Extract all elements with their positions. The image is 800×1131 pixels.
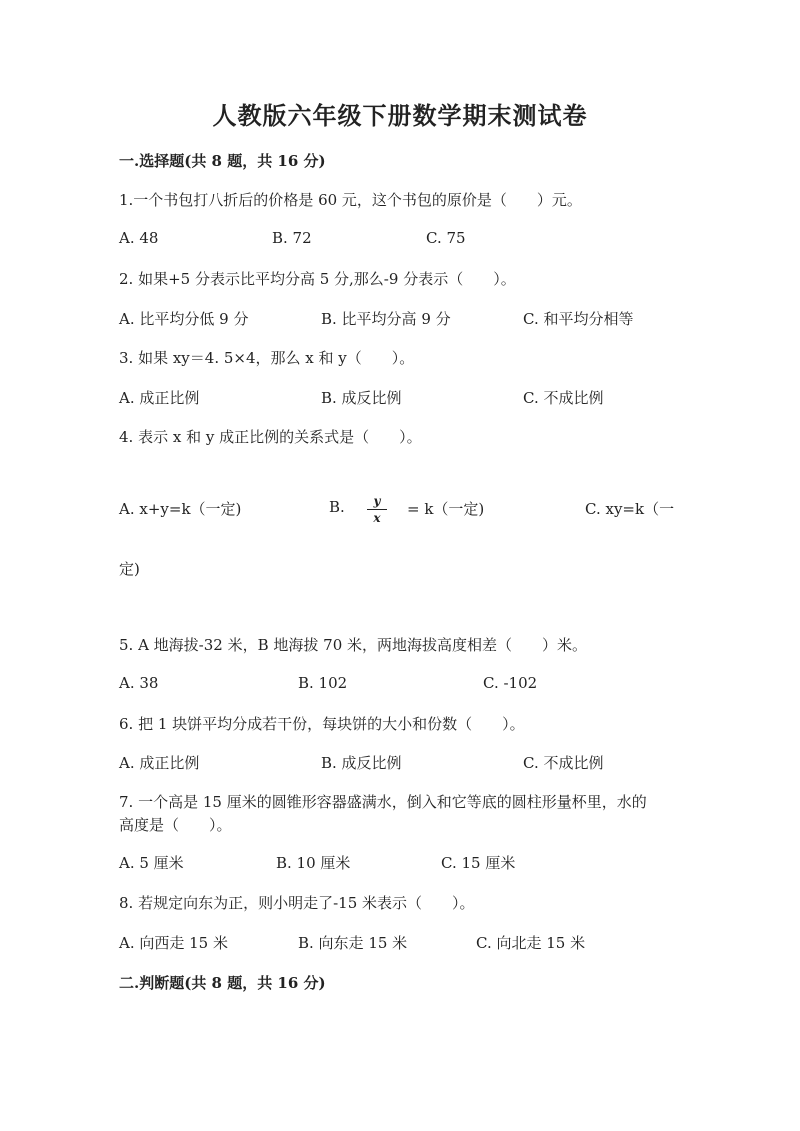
q4-option-c: C. xy=k（一 [585, 500, 675, 518]
q3-option-a: A. 成正比例 [119, 389, 200, 407]
q5-option-a: A. 38 [119, 674, 159, 692]
q3-option-b: B. 成反比例 [321, 389, 402, 407]
question-2: 2. 如果+5 分表示比平均分高 5 分,那么-9 分表示（ ）。 [119, 270, 516, 288]
fraction-denominator: x [373, 511, 381, 525]
question-3: 3. 如果 xy＝4. 5×4，那么 x 和 y（ ）。 [119, 349, 415, 367]
q2-option-a: A. 比平均分低 9 分 [119, 310, 249, 328]
q7-option-a: A. 5 厘米 [119, 854, 184, 872]
q7-option-b: B. 10 厘米 [276, 854, 351, 872]
question-6: 6. 把 1 块饼平均分成若干份，每块饼的大小和份数（ ）。 [119, 715, 525, 733]
q1-option-a: A. 48 [119, 229, 159, 247]
q1-option-c: C. 75 [426, 229, 466, 247]
question-8: 8. 若规定向东为正，则小明走了-15 米表示（ ）。 [119, 894, 475, 912]
q8-option-b: B. 向东走 15 米 [298, 934, 408, 952]
q2-option-b: B. 比平均分高 9 分 [321, 310, 451, 328]
question-4: 4. 表示 x 和 y 成正比例的关系式是（ ）。 [119, 428, 422, 446]
q1-option-b: B. 72 [272, 229, 312, 247]
section-heading-judgment: 二.判断题(共 8 题，共 16 分) [119, 974, 326, 992]
question-7: 7. 一个高是 15 厘米的圆锥形容器盛满水，倒入和它等底的圆柱形量杯里，水的 [119, 793, 647, 811]
q6-option-b: B. 成反比例 [321, 754, 402, 772]
question-7-continued: 高度是（ ）。 [119, 816, 232, 834]
section-heading-choice: 一.选择题(共 8 题，共 16 分) [119, 152, 326, 170]
question-1: 1.一个书包打八折后的价格是 60 元，这个书包的原价是（ ）元。 [119, 191, 582, 209]
q4-option-b-fraction [367, 494, 387, 525]
q8-option-a: A. 向西走 15 米 [119, 934, 228, 952]
q8-option-c: C. 向北走 15 米 [476, 934, 586, 952]
q2-option-c: C. 和平均分相等 [523, 310, 634, 328]
q5-option-c: C. -102 [483, 674, 538, 692]
q7-option-c: C. 15 厘米 [441, 854, 516, 872]
page-title: 人教版六年级下册数学期末测试卷 [212, 101, 588, 130]
q6-option-a: A. 成正比例 [119, 754, 200, 772]
q4-option-b-equation: = k（一定) [407, 500, 485, 518]
q6-option-c: C. 不成比例 [523, 754, 604, 772]
q4-option-c-continued: 定) [119, 560, 140, 578]
q3-option-c: C. 不成比例 [523, 389, 604, 407]
question-5: 5. A 地海拔-32 米，B 地海拔 70 米，两地海拔高度相差（ ）米。 [119, 636, 588, 654]
fraction-numerator: y [367, 494, 387, 510]
q4-option-b-label: B. [329, 498, 345, 516]
q4-option-a: A. x+y=k（一定) [119, 500, 242, 518]
q5-option-b: B. 102 [298, 674, 348, 692]
